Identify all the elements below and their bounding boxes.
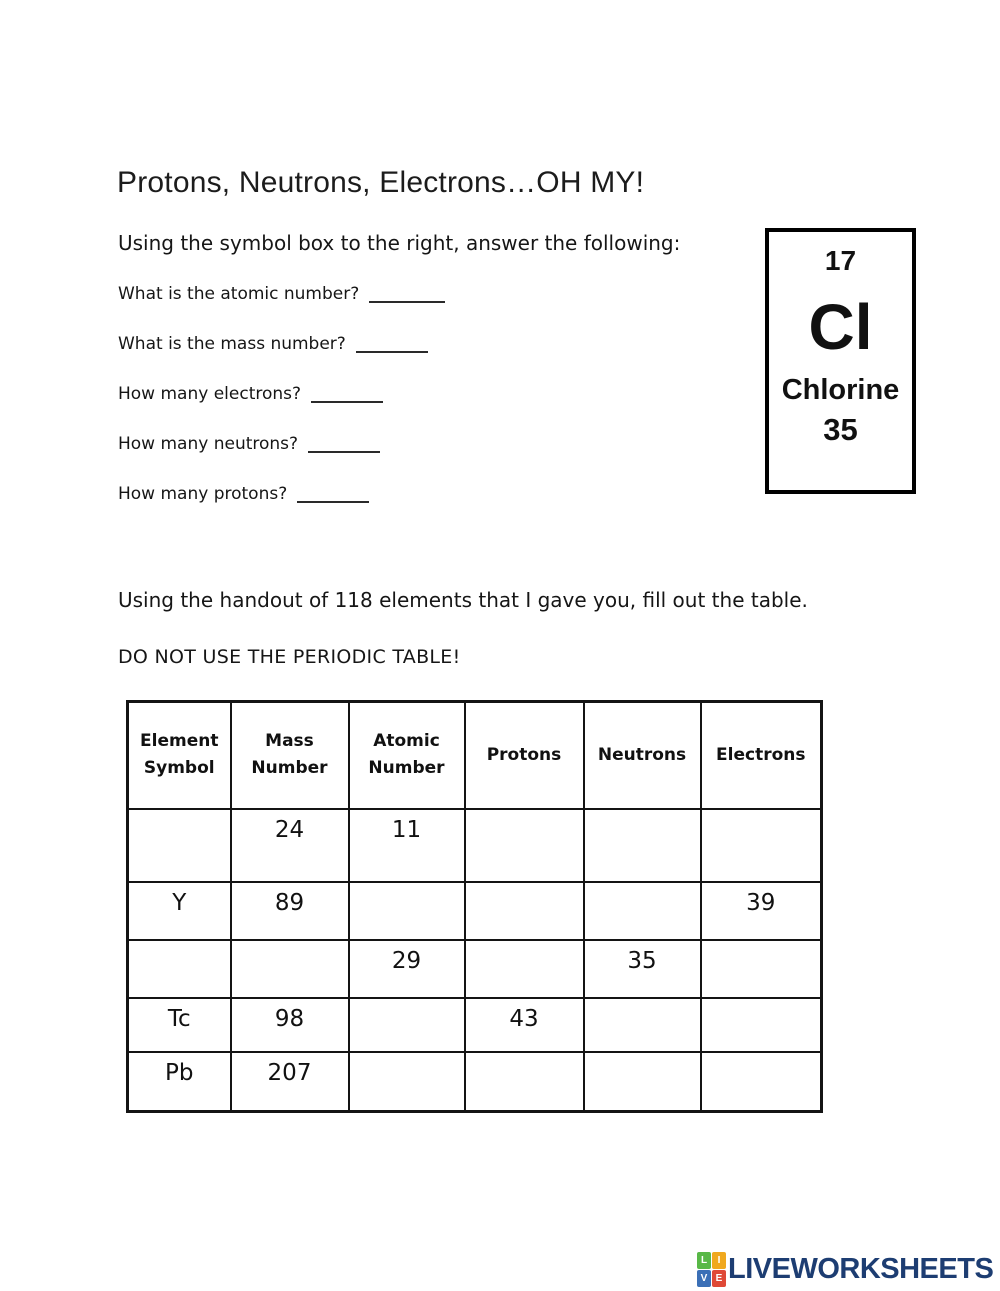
question-row xyxy=(118,384,445,434)
cell-element-symbol: Tc xyxy=(128,998,231,1052)
answer-blank-neutrons[interactable] xyxy=(308,437,380,453)
table-row xyxy=(128,809,822,882)
cell-mass-number: 98 xyxy=(231,998,349,1052)
col-header-electrons: Electrons xyxy=(701,702,822,809)
table-row xyxy=(128,1052,822,1112)
cell-element-symbol[interactable] xyxy=(128,940,231,998)
cell-mass-number: 24 xyxy=(231,809,349,882)
cell-protons[interactable] xyxy=(465,882,584,940)
logo-square-l: L xyxy=(697,1252,711,1269)
question-label: What is the mass number? xyxy=(118,334,346,354)
element-atomic-number: 17 xyxy=(824,245,857,276)
element-name: Chlorine xyxy=(781,373,900,406)
cell-mass-number: 207 xyxy=(231,1052,349,1112)
cell-element-symbol[interactable] xyxy=(128,809,231,882)
question-row xyxy=(118,484,445,534)
logo-square-v: V xyxy=(697,1270,711,1287)
cell-electrons[interactable] xyxy=(701,1052,822,1112)
cell-atomic-number[interactable] xyxy=(349,998,465,1052)
col-header-neutrons: Neutrons xyxy=(584,702,701,809)
cell-neutrons[interactable] xyxy=(584,998,701,1052)
cell-protons[interactable] xyxy=(465,809,584,882)
cell-element-symbol: Y xyxy=(128,882,231,940)
handout-instruction: Using the handout of 118 elements that I gave you, fill out the table. xyxy=(118,588,808,612)
liveworksheets-wordmark: LIVEWORKSHEETS xyxy=(728,1253,994,1285)
liveworksheets-icon xyxy=(697,1252,726,1287)
col-header-element-symbol: Element Symbol xyxy=(128,702,231,809)
cell-mass-number: 89 xyxy=(231,882,349,940)
cell-electrons[interactable] xyxy=(701,940,822,998)
question-label: How many protons? xyxy=(118,484,288,504)
question-row xyxy=(118,284,445,334)
element-mass-number: 35 xyxy=(823,411,858,447)
cell-mass-number[interactable] xyxy=(231,940,349,998)
question-label: How many neutrons? xyxy=(118,434,299,454)
answer-blank-protons[interactable] xyxy=(297,487,369,503)
col-header-protons: Protons xyxy=(465,702,584,809)
cell-atomic-number[interactable] xyxy=(349,1052,465,1112)
intro-text: Using the symbol box to the right, answer the following: xyxy=(118,231,681,255)
elements-table xyxy=(126,700,823,1113)
table-row xyxy=(128,998,822,1052)
answer-blank-atomic-number[interactable] xyxy=(369,287,445,303)
cell-atomic-number: 29 xyxy=(349,940,465,998)
cell-electrons[interactable] xyxy=(701,809,822,882)
question-label: How many electrons? xyxy=(118,384,302,404)
answer-blank-mass-number[interactable] xyxy=(356,337,428,353)
element-symbol: Cl xyxy=(808,290,873,363)
logo-square-e: E xyxy=(712,1270,726,1287)
cell-neutrons[interactable] xyxy=(584,1052,701,1112)
questions-list xyxy=(118,284,445,534)
question-label: What is the atomic number? xyxy=(118,284,360,304)
cell-element-symbol: Pb xyxy=(128,1052,231,1112)
liveworksheets-logo[interactable] xyxy=(697,1251,993,1287)
cell-neutrons: 35 xyxy=(584,940,701,998)
cell-electrons[interactable] xyxy=(701,998,822,1052)
cell-electrons: 39 xyxy=(701,882,822,940)
table-header-row xyxy=(128,702,822,809)
warning-instruction: DO NOT USE THE PERIODIC TABLE! xyxy=(118,646,461,668)
cell-protons[interactable] xyxy=(465,940,584,998)
question-row xyxy=(118,434,445,484)
cell-neutrons[interactable] xyxy=(584,882,701,940)
question-row xyxy=(118,334,445,384)
col-header-atomic-number: Atomic Number xyxy=(349,702,465,809)
cell-atomic-number[interactable] xyxy=(349,882,465,940)
answer-blank-electrons[interactable] xyxy=(311,387,383,403)
cell-atomic-number: 11 xyxy=(349,809,465,882)
col-header-mass-number: Mass Number xyxy=(231,702,349,809)
table-row xyxy=(128,882,822,940)
page-title: Protons, Neutrons, Electrons…OH MY! xyxy=(117,166,645,199)
logo-square-i: I xyxy=(712,1252,726,1269)
cell-protons: 43 xyxy=(465,998,584,1052)
cell-neutrons[interactable] xyxy=(584,809,701,882)
table-row xyxy=(128,940,822,998)
element-symbol-box xyxy=(765,228,916,494)
cell-protons[interactable] xyxy=(465,1052,584,1112)
